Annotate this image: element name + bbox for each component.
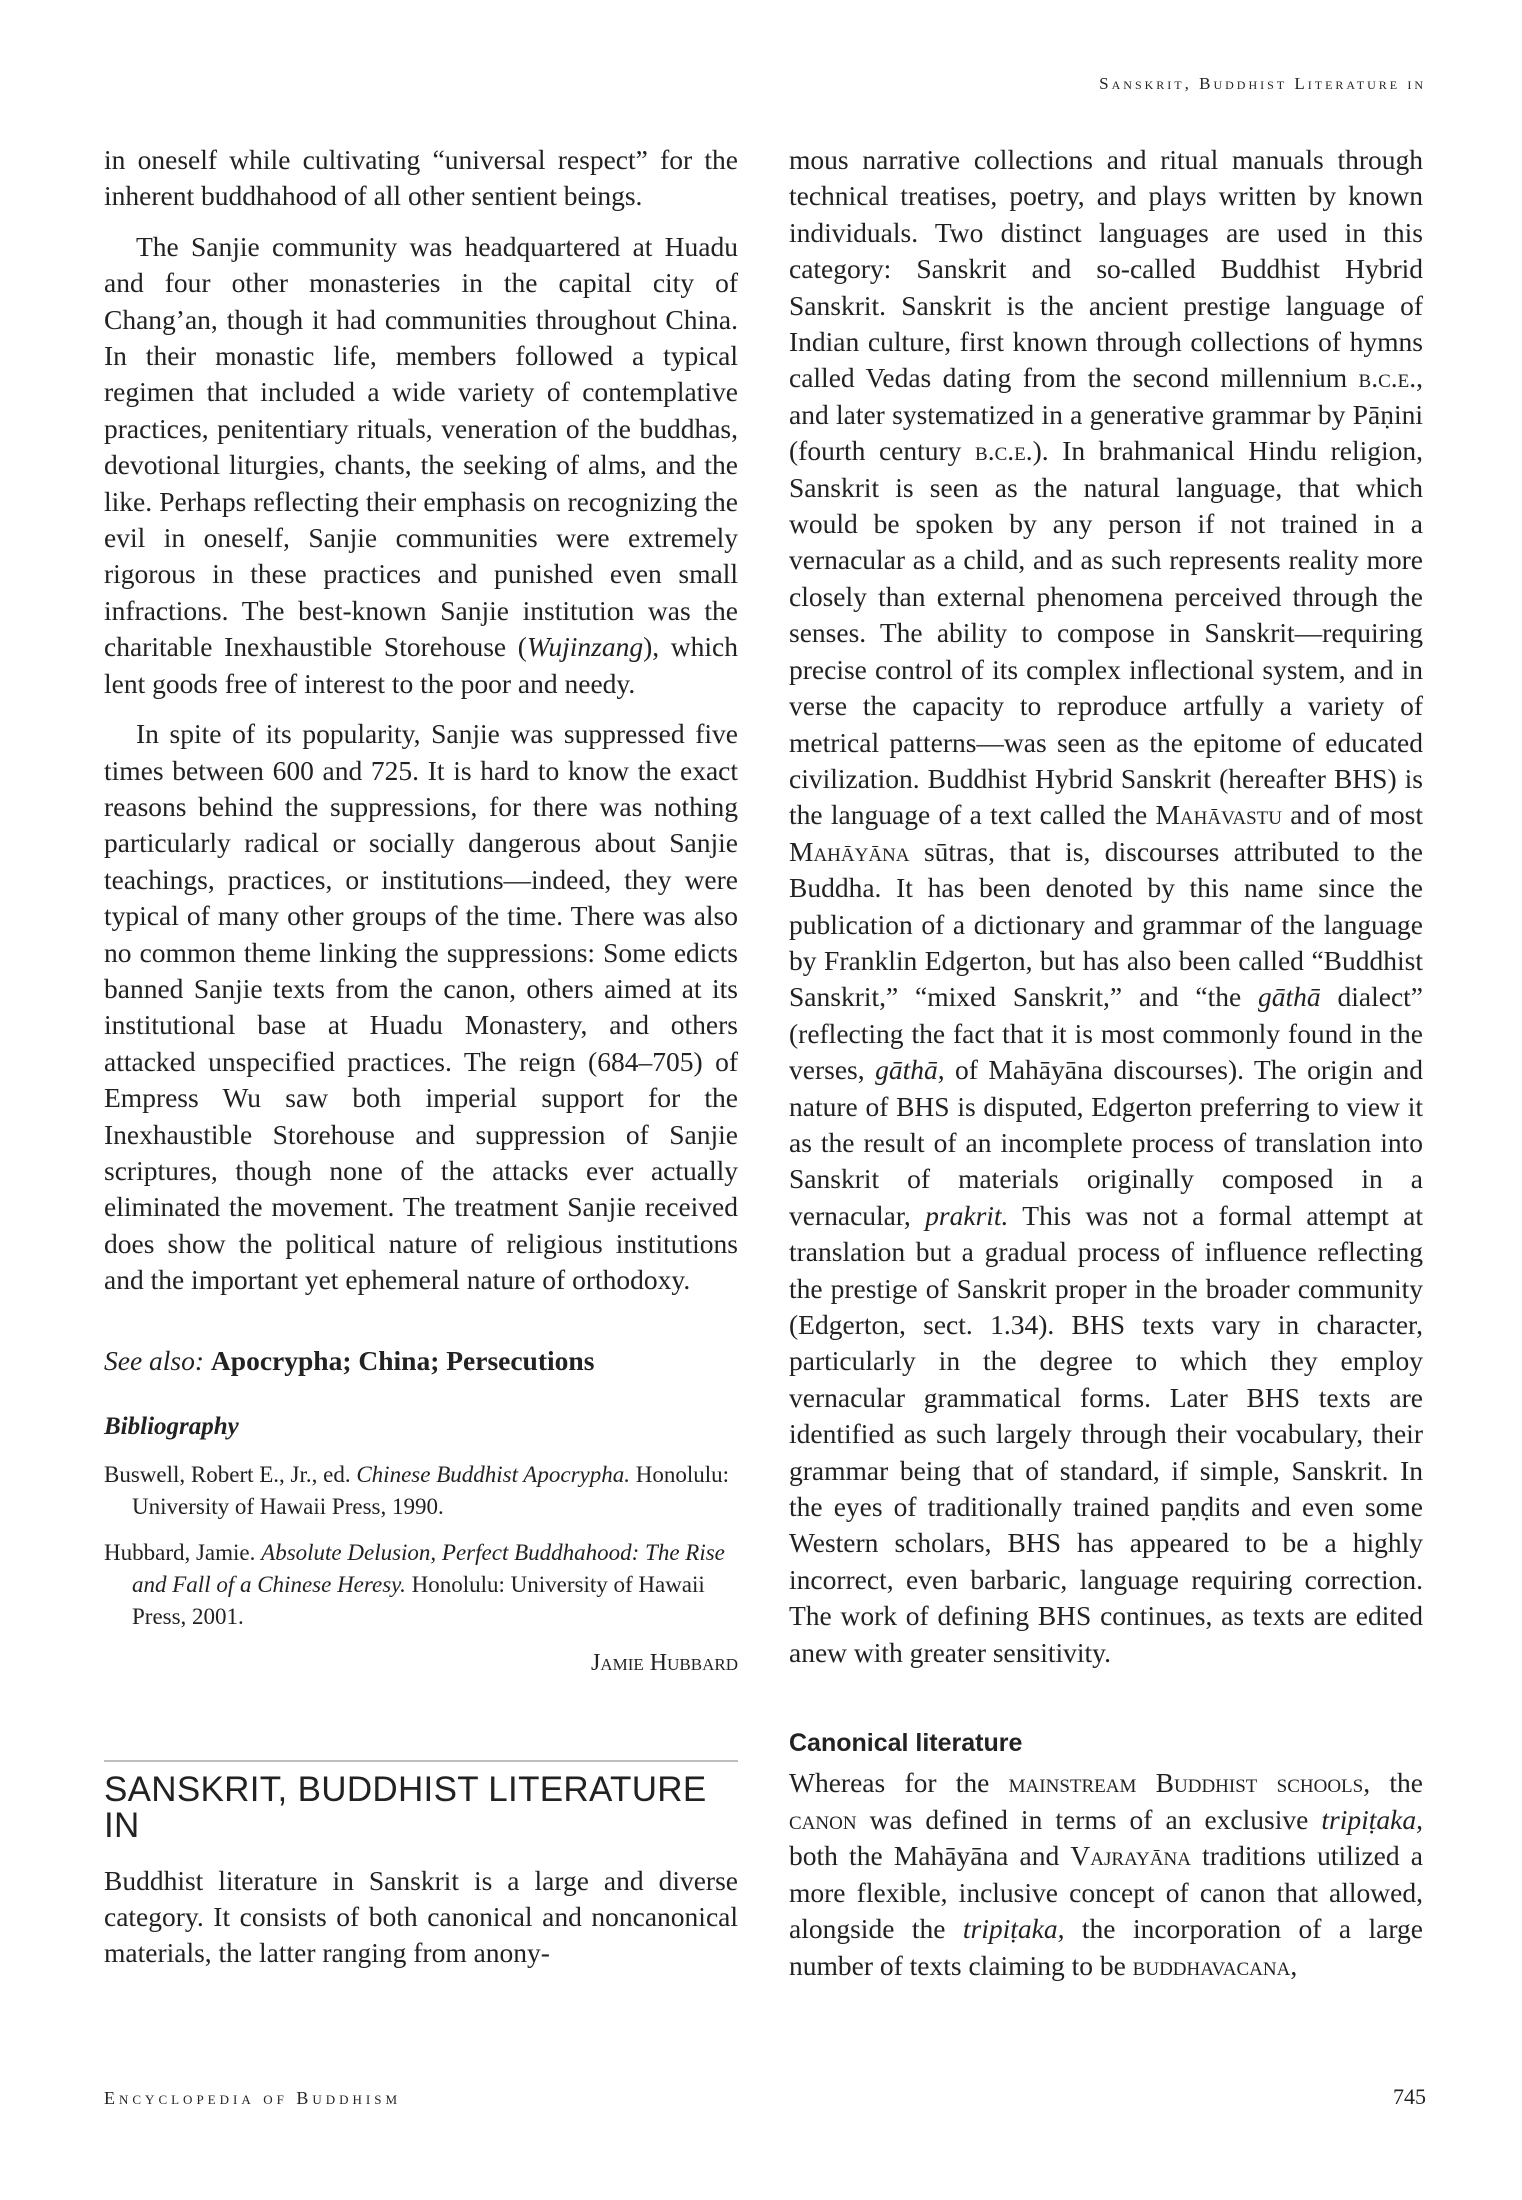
running-head: Sanskrit, Buddhist Literature in xyxy=(1099,74,1426,93)
bibliography-entry xyxy=(104,1459,738,1523)
text: Hubbard, Jamie. xyxy=(104,1540,262,1566)
divider xyxy=(104,1760,738,1762)
text: Whereas for the xyxy=(789,1767,1009,1799)
text: mous narrative collections and ritual manuals through technical treatises, poetry, and plays written by known individuals. Two distinct languages are used in this category: Sanskrit and so-called Buddhist Hybrid Sanskrit. Sanskrit is the ancient prestige language of Indian culture, first known through collections of hymns called Vedas dating from the second millennium xyxy=(789,144,1423,394)
bibliography-heading: Bibliography xyxy=(104,1413,239,1440)
cross-reference[interactable]: mainstream Buddhist schools xyxy=(1008,1767,1364,1799)
entry-title: SANSKRIT, BUDDHIST LITERATURE IN xyxy=(104,1769,707,1846)
cross-reference[interactable]: Mahāyāna xyxy=(789,835,910,867)
cross-reference[interactable]: buddhavacana xyxy=(1132,1949,1291,1981)
paragraph xyxy=(789,1765,1423,1983)
text: The Sanjie community was headquartered at Huadu and four other monasteries in the capital city of Chang’an, though it had communities throughout China. In their monastic life, members followed a typical regimen that included a wide variety of contemplative practices, penitentiary rituals, veneration of the buddhas, devotional liturgies, chants, the seeking of alms, and the like. Perhaps reflecting their emphasis on recognizing the evil in oneself, Sanjie communities were extremely rigorous in these practices and punished even small infractions. The best-known Sanjie institution was the charitable Inexhaustible Storehouse ( xyxy=(104,230,738,663)
footer-encyclopedia-title: Encyclopedia of Buddhism xyxy=(104,2088,402,2108)
text: the incorporation of a large number of texts claiming to be xyxy=(789,1913,1423,1981)
paragraph xyxy=(104,716,738,1299)
text: in oneself while cultivating “universal respect” for the inherent buddhahood of all other sentient beings. xyxy=(104,144,738,212)
paragraph xyxy=(789,142,1423,1671)
see-also xyxy=(104,1343,738,1379)
see-also-label: See also: xyxy=(104,1344,205,1376)
page-number: 745 xyxy=(1393,2084,1426,2109)
italic-term: tripiṭaka, xyxy=(1321,1803,1423,1835)
era-abbrev: b.c.e. xyxy=(1358,362,1417,394)
cross-reference[interactable]: Vajrayāna xyxy=(1070,1840,1191,1872)
text: Buddhist literature in Sanskrit is a large and diverse category. It consists of both canonical and noncanonical materials, the latter ranging from anony- xyxy=(104,1864,738,1969)
cross-reference[interactable]: canon xyxy=(789,1803,857,1835)
text: , the xyxy=(1363,1767,1423,1799)
text: In spite of its popularity, Sanjie was suppressed five times between 600 and 725. It is hard to know the exact reasons behind the suppressions, for there was nothing particularly radical or socially dangerous about Sanjie teachings, practices, or institutions—indeed, they were typical of many other groups of the time. There was also no common theme linking the suppressions: Some edicts banned Sanjie texts from the canon, others aimed at its institutional base at Huadu Monastery, and others attacked unspecified practices. The reign (684–705) of Empress Wu saw both imperial support for the Inexhaustible Storehouse and suppression of Sanjie scriptures, though none of the attacks ever actually eliminated the movement. The treatment Sanjie received does show the political nature of religious institutions and the important yet ephemeral nature of orthodoxy. xyxy=(104,718,738,1296)
text: Buswell, Robert E., Jr., ed. xyxy=(104,1462,357,1488)
text: ), which lent goods free of interest to the poor and needy. xyxy=(104,631,738,699)
section-heading: Canonical literature xyxy=(789,1729,1023,1758)
paragraph xyxy=(104,142,738,215)
text: both the Mahāyāna and xyxy=(789,1840,1071,1872)
book-title: Chinese Buddhist Apocrypha. xyxy=(356,1462,630,1488)
text: ). In brahmanical Hindu religion, Sanskrit is seen as the natural language, that which would be spoken by any person if not trained in a vernacular as a child, and as such represents reality more closely than external phenomena perceived through the senses. The ability to compose in Sanskrit—requiring precise control of its complex inflectional system, and in verse the capacity to reproduce artfully a variety of metrical patterns—was seen as the epitome of educated civilization. Buddhist Hybrid Sanskrit (hereafter BHS) is the language of a text called the xyxy=(789,435,1423,831)
text: Honolulu: University of Hawaii Press, 2001. xyxy=(132,1572,705,1630)
cross-reference[interactable]: Mahāvastu xyxy=(1155,799,1283,831)
italic-term: tripiṭaka, xyxy=(962,1913,1065,1945)
author-signature: Jamie Hubbard xyxy=(591,1650,738,1677)
see-also-links[interactable]: Apocrypha; China; Persecutions xyxy=(210,1344,595,1376)
italic-term: gāthā xyxy=(1258,981,1321,1013)
text: dialect” (reflecting the fact that it is most commonly found in the verses, xyxy=(789,981,1423,1086)
book-title: Absolute Delusion, Perfect Buddhahood: The Rise and Fall of a Chinese Heresy. xyxy=(132,1540,725,1598)
italic-term: prakrit. xyxy=(925,1199,1009,1231)
paragraph xyxy=(104,229,738,702)
text: This was not a formal attempt at translation but a gradual process of influence reflecting the prestige of Sanskrit proper in the broader community (Edgerton, sect. 1.34). BHS texts vary in character, particularly in the degree to which they employ vernacular grammatical forms. Later BHS texts are identified as such largely through their vocabulary, their grammar being that of standard, if simple, Sanskrit. In the eyes of traditionally trained paṇḍits and even some Western scholars, BHS has appeared to be a highly incorrect, even barbaric, language requiring correction. The work of defining BHS continues, as texts are edited anew with greater sensitivity. xyxy=(789,1199,1423,1668)
right-column xyxy=(789,142,1423,1984)
bibliography-entry xyxy=(104,1537,738,1633)
text: and of most xyxy=(1282,799,1423,831)
left-column xyxy=(104,142,738,1972)
era-abbrev: b.c.e. xyxy=(975,435,1033,467)
text: Honolulu: University of Hawaii Press, 1990. xyxy=(132,1462,730,1520)
text: sūtras, that is, discourses attributed to the Buddha. It has been denoted by this name since the publication of a dictionary and grammar of the language by Franklin Edgerton, but has also been called “Buddhist Sanskrit,” “mixed Sanskrit,” and “the xyxy=(789,835,1423,1013)
text: was defined in terms of an exclusive xyxy=(856,1803,1322,1835)
text: of Mahāyāna discourses). The origin and nature of BHS is disputed, Edgerton preferring to view it as the result of an incomplete process of translation into Sanskrit of materials originally composed in a vernacular, xyxy=(789,1054,1423,1231)
text: traditions utilized a more flexible, inclusive concept of canon that allowed, alongside the xyxy=(789,1840,1423,1945)
paragraph xyxy=(104,1863,738,1972)
italic-term: gāthā, xyxy=(875,1054,945,1086)
italic-term: Wujinzang xyxy=(526,631,644,663)
text: , and later systematized in a generative grammar by Pāṇini (fourth century xyxy=(789,362,1423,467)
text: , xyxy=(1290,1949,1298,1981)
